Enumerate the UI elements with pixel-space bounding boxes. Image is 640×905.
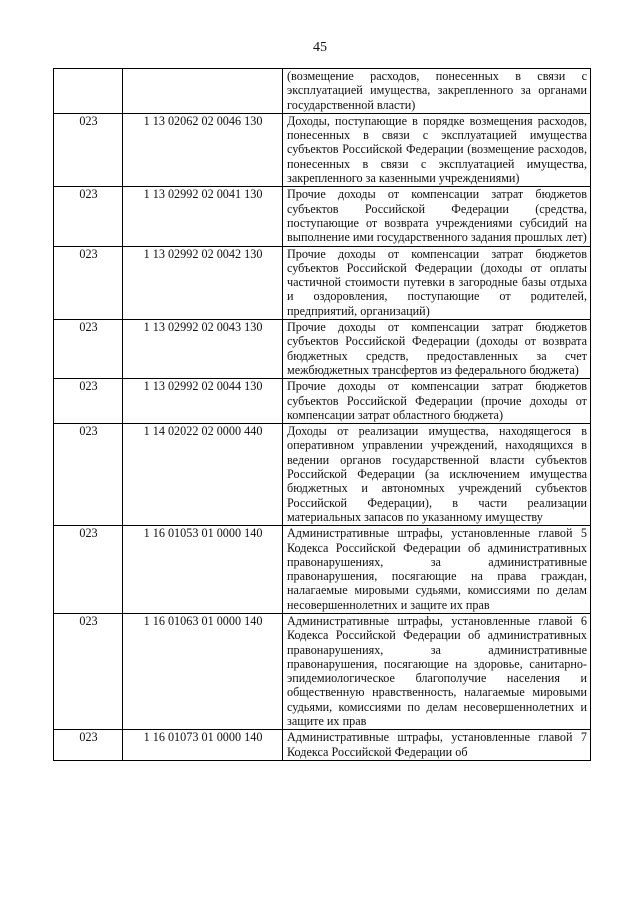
table-row — [54, 246, 591, 319]
budget-classification-code-cell: 1 13 02992 02 0043 130 — [123, 320, 283, 379]
administrator-code-cell: 023 — [54, 424, 123, 526]
revenue-name-cell: Прочие доходы от компенсации затрат бюджетов субъектов Российской Федерации (доходы от оплаты частичной стоимости путевки в загородные базы отдыха и оздоровления, поступающие от родителей, предприятий, организаций) — [283, 246, 591, 319]
table-row — [54, 613, 591, 729]
revenue-name-cell: Административные штрафы, установленные главой 7 Кодекса Российской Федерации об — [283, 730, 591, 761]
budget-classification-code-cell: 1 13 02062 02 0046 130 — [123, 113, 283, 186]
revenue-name-cell: Административные штрафы, установленные главой 6 Кодекса Российской Федерации об административных правонарушениях, за административные правонарушения, посягающие на здоровье, санитарно-эпидемиологическое благополучие населения и общественную нравственность, налагаемые мировыми судьями, комиссиями по делам несовершеннолетних и защите их прав — [283, 613, 591, 729]
table-row — [54, 187, 591, 246]
administrator-code-cell: 023 — [54, 187, 123, 246]
administrator-code-cell: 023 — [54, 379, 123, 424]
table-row — [54, 379, 591, 424]
table-row — [54, 730, 591, 761]
administrator-code-cell: 023 — [54, 246, 123, 319]
administrator-code-cell: 023 — [54, 113, 123, 186]
revenue-name-cell: Административные штрафы, установленные главой 5 Кодекса Российской Федерации об административных правонарушениях, за административные правонарушения, посягающие на права граждан, налагаемые мировыми судьями, комиссиями по делам несовершеннолетних и защите их прав — [283, 526, 591, 614]
revenue-name-cell: Прочие доходы от компенсации затрат бюджетов субъектов Российской Федерации (прочие доходы от компенсации затрат областного бюджета) — [283, 379, 591, 424]
revenue-name-cell: Прочие доходы от компенсации затрат бюджетов субъектов Российской Федерации (доходы от возврата бюджетных средств, предоставленных за счет межбюджетных трансфертов из федерального бюджета) — [283, 320, 591, 379]
administrator-code-cell: 023 — [54, 730, 123, 761]
table-row — [54, 113, 591, 186]
table-row — [54, 69, 591, 114]
budget-classification-code-cell: 1 13 02992 02 0041 130 — [123, 187, 283, 246]
budget-classification-code-cell: 1 13 02992 02 0044 130 — [123, 379, 283, 424]
budget-classification-code-cell: 1 14 02022 02 0000 440 — [123, 424, 283, 526]
revenue-name-cell: Доходы от реализации имущества, находящегося в оперативном управлении учреждений, находящихся в ведении органов государственной власти субъектов Российской Федерации (за исключением имущества бюджетных и автономных учреждений субъектов Российской Федерации), в части реализации материальных запасов по указанному имуществу — [283, 424, 591, 526]
revenue-codes-table — [53, 68, 591, 761]
budget-classification-code-cell: 1 13 02992 02 0042 130 — [123, 246, 283, 319]
administrator-code-cell: 023 — [54, 613, 123, 729]
table-row — [54, 424, 591, 526]
revenue-name-cell: (возмещение расходов, понесенных в связи с эксплуатацией имущества, закрепленного за органами государственной власти) — [283, 69, 591, 114]
table-row — [54, 320, 591, 379]
administrator-code-cell: 023 — [54, 526, 123, 614]
table-row — [54, 526, 591, 614]
budget-classification-code-cell: 1 16 01053 01 0000 140 — [123, 526, 283, 614]
revenue-name-cell: Доходы, поступающие в порядке возмещения расходов, понесенных в связи с эксплуатацией имущества субъектов Российской Федерации (возмещение расходов, понесенных в связи с эксплуатацией имущества, закрепленного за казенными учреждениями) — [283, 113, 591, 186]
administrator-code-cell — [54, 69, 123, 114]
administrator-code-cell: 023 — [54, 320, 123, 379]
budget-classification-code-cell: 1 16 01073 01 0000 140 — [123, 730, 283, 761]
page-number: 45 — [313, 40, 327, 55]
budget-classification-code-cell — [123, 69, 283, 114]
revenue-name-cell: Прочие доходы от компенсации затрат бюджетов субъектов Российской Федерации (средства, поступающие от возврата учреждениями субсидий на выполнение ими государственного задания прошлых лет) — [283, 187, 591, 246]
budget-classification-code-cell: 1 16 01063 01 0000 140 — [123, 613, 283, 729]
